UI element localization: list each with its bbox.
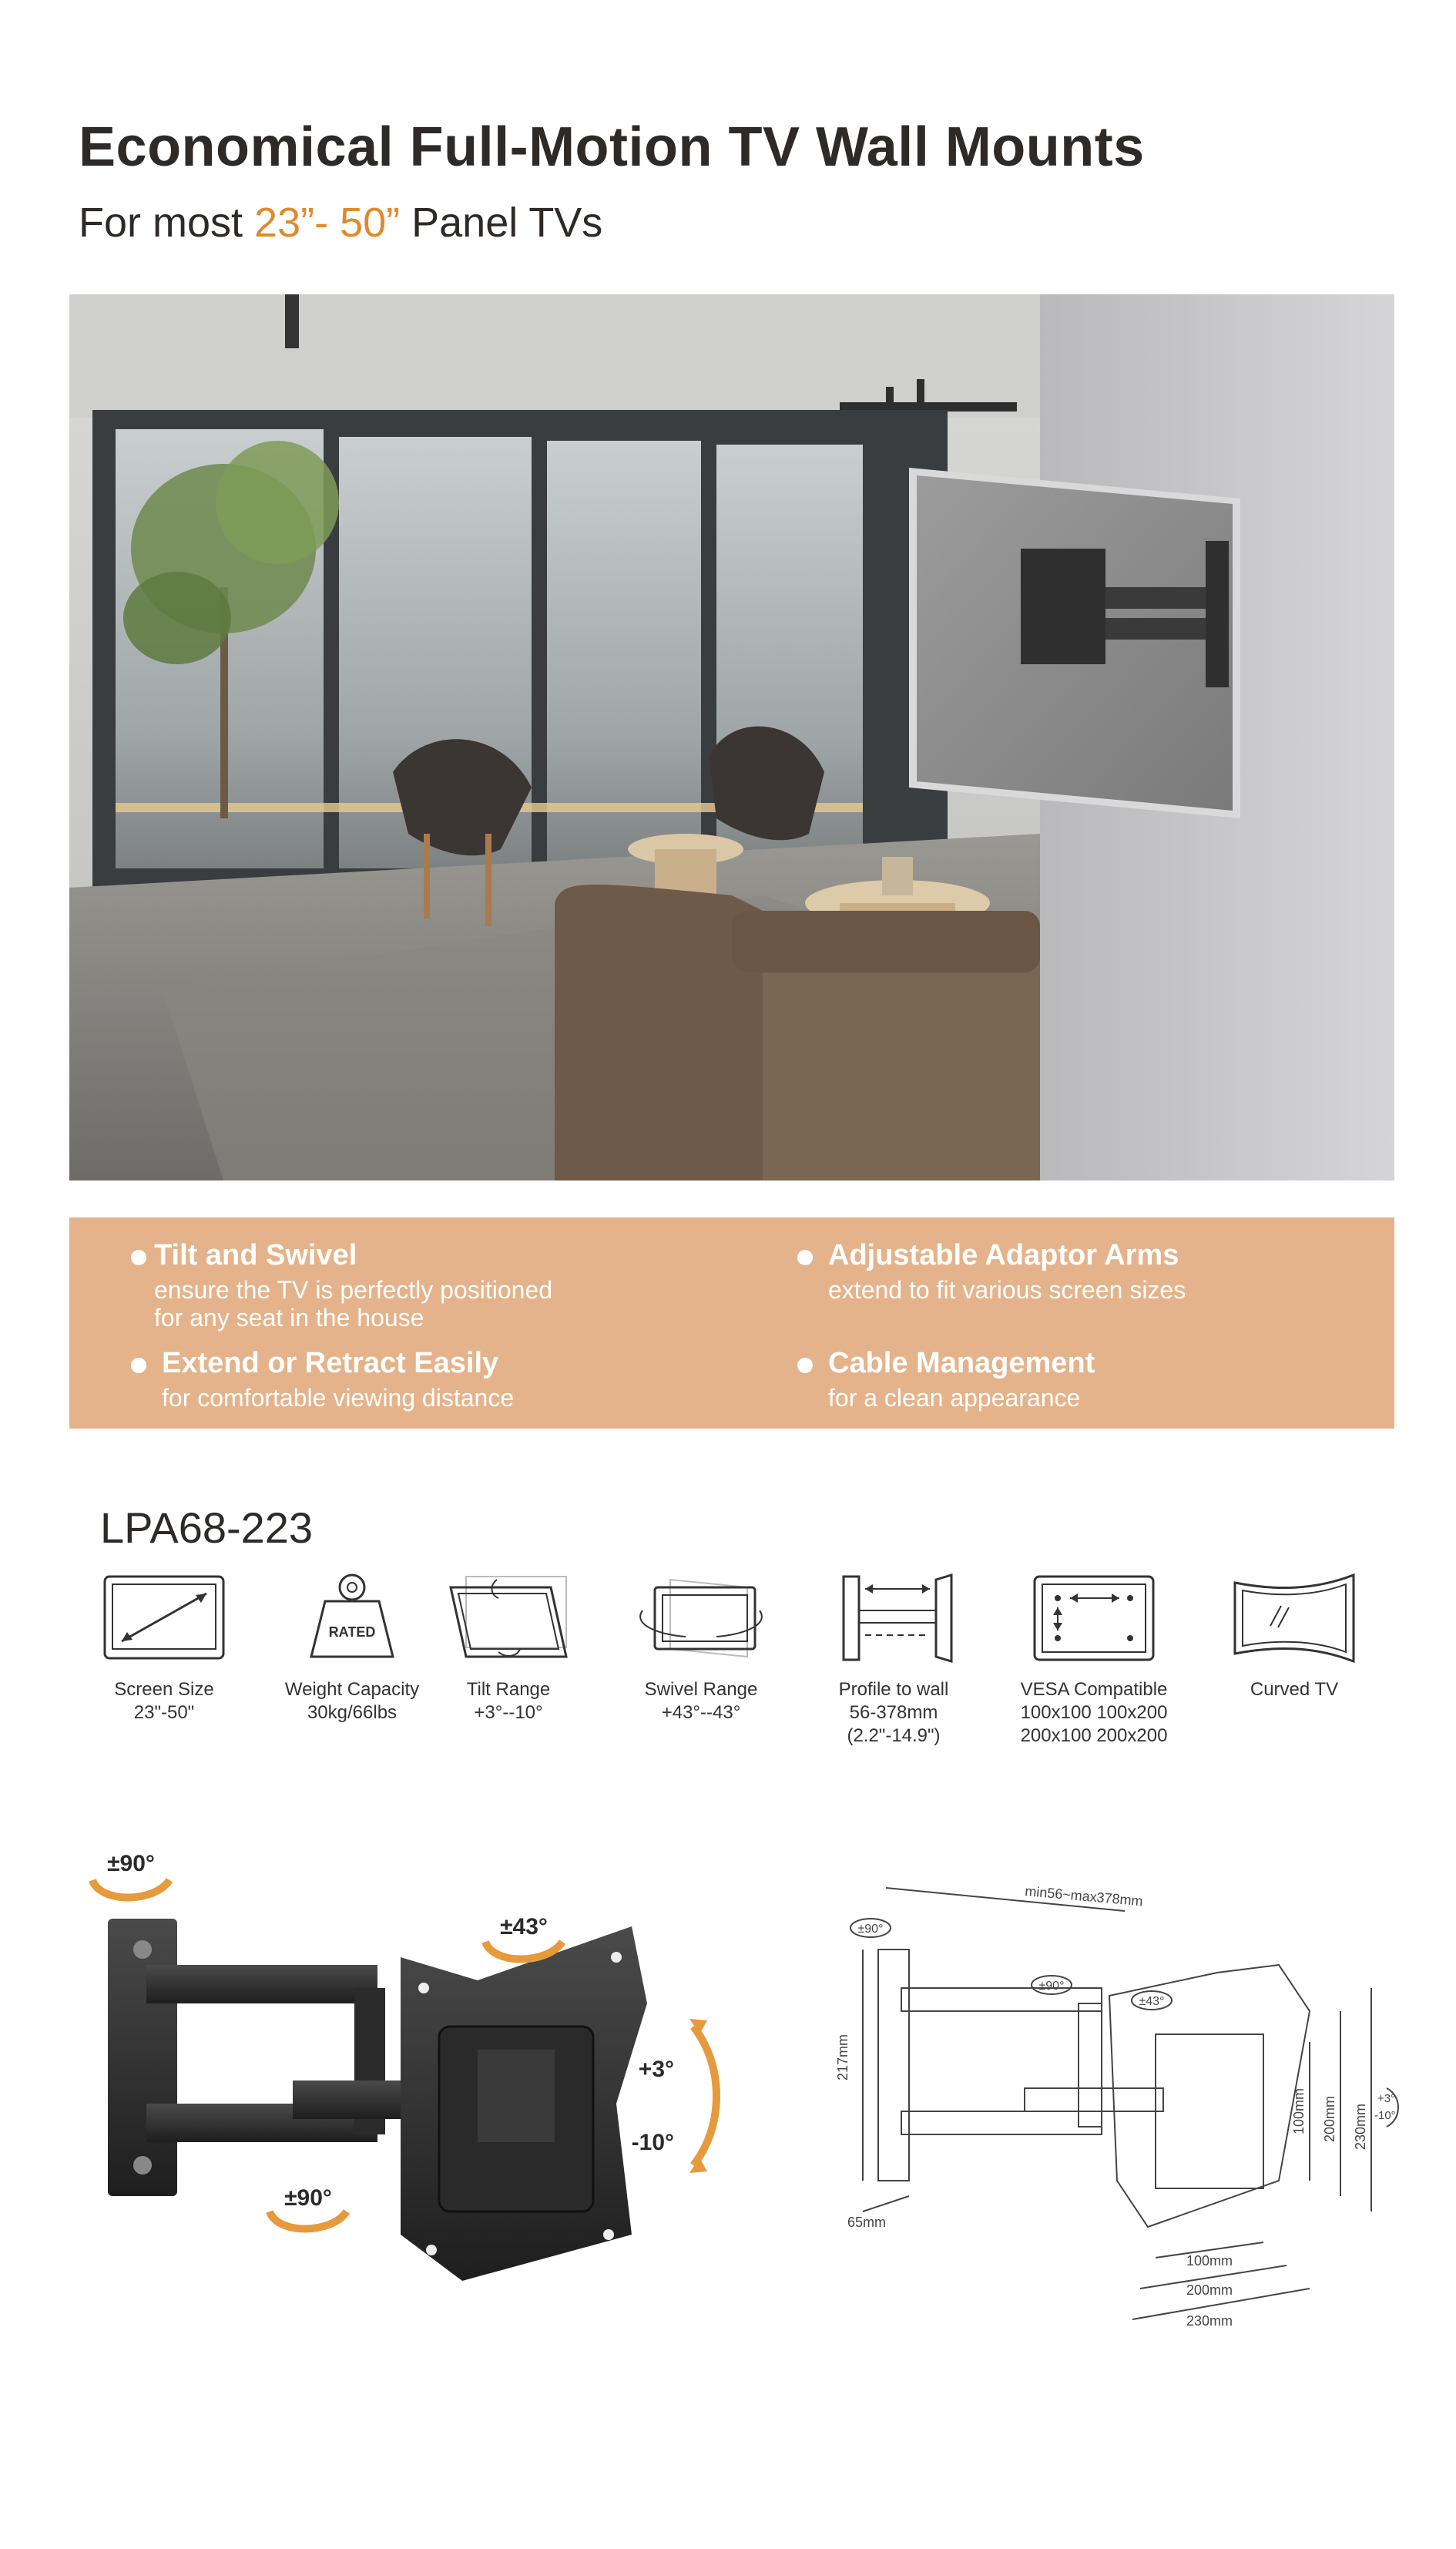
feature-desc-line: for any seat in the house [154, 1304, 424, 1332]
spec-label [1001, 1678, 1186, 1748]
subtitle-prefix: For most [79, 200, 255, 246]
height-label: 217mm [835, 2033, 850, 2081]
bullet-icon [131, 1250, 146, 1265]
h230-label: 230mm [1186, 2313, 1233, 2329]
spec-line: +3°--10° [474, 1702, 543, 1723]
page-title: Economical Full-Motion TV Wall Mounts [79, 116, 1145, 178]
page-subtitle [79, 199, 602, 247]
rotation-arrow-icon [92, 1880, 169, 1898]
bullet-icon [131, 1358, 146, 1373]
arm-rot-label: ±90° [1038, 1980, 1065, 1993]
rotation-arrow-icon [270, 2211, 347, 2229]
living-room-illustration [69, 294, 1394, 1180]
hero-room-photo [69, 294, 1394, 1180]
screen-size-icon [99, 1572, 230, 1664]
spec-label [416, 1678, 601, 1725]
tilt-up-label: +3° [638, 2057, 674, 2082]
rotation-label-bottom: ±90° [284, 2185, 332, 2211]
feature-desc-line: ensure the TV is perfectly positioned [154, 1276, 553, 1304]
spec-line: Curved TV [1250, 1679, 1339, 1700]
spec-line: 23"-50" [133, 1702, 195, 1723]
tilt-range-icon [443, 1572, 574, 1664]
feature-title: Extend or Retract Easily [162, 1347, 499, 1379]
profile-icon [828, 1572, 959, 1664]
curved-tv-icon [1229, 1572, 1360, 1664]
feature-desc: extend to fit various screen sizes [828, 1276, 1186, 1304]
spec-line: VESA Compatible [1020, 1679, 1168, 1700]
spec-screen-size [72, 1572, 257, 1725]
tilt-arrow-icon [693, 2027, 716, 2165]
v230-label: 230mm [1353, 2103, 1368, 2150]
rated-text: RATED [328, 1624, 376, 1640]
spec-line: 100x100 100x200 [1020, 1702, 1168, 1723]
spec-label [1202, 1678, 1387, 1701]
spec-profile-to-wall [801, 1572, 986, 1748]
dimension-drawing [817, 1857, 1402, 2350]
wall-rot-label: ±90° [857, 1923, 884, 1936]
feature-title: Adjustable Adaptor Arms [828, 1239, 1179, 1271]
swivel-label: ±43° [500, 1914, 548, 1939]
wall-mount-illustration [77, 1849, 770, 2373]
rotation-label-top: ±90° [107, 1851, 155, 1876]
bullet-icon [797, 1250, 813, 1265]
v100-label: 100mm [1291, 2087, 1307, 2134]
spec-swivel-range [609, 1572, 793, 1725]
bullet-icon [797, 1358, 813, 1373]
spec-line: 30kg/66lbs [307, 1702, 398, 1723]
spec-line: 200x100 200x200 [1020, 1725, 1168, 1746]
feature-desc: for comfortable viewing distance [162, 1384, 515, 1412]
features-band [69, 1217, 1394, 1429]
depth-label: 65mm [847, 2215, 887, 2230]
spec-label [801, 1678, 986, 1748]
spec-label [609, 1678, 793, 1725]
spec-tilt-range [416, 1572, 601, 1725]
model-number: LPA68-223 [100, 1503, 314, 1552]
swivel-range-icon [632, 1572, 770, 1664]
spec-line: +43°--43° [661, 1702, 741, 1723]
feature-title: Cable Management [828, 1347, 1095, 1379]
spec-label [72, 1678, 257, 1725]
weight-capacity-icon [294, 1572, 410, 1664]
v200-label: 200mm [1322, 2095, 1337, 2142]
vesa-icon [1028, 1572, 1159, 1664]
subtitle-suffix: Panel TVs [400, 200, 603, 246]
spec-vesa [1001, 1572, 1186, 1748]
spec-line: Swivel Range [644, 1679, 758, 1700]
mount-product-photo [77, 1849, 770, 2373]
spec-line: Tilt Range [466, 1679, 551, 1700]
swivel-dim-label: ±43° [1139, 1995, 1165, 2008]
dimension-drawing-svg [817, 1857, 1402, 2350]
spec-line: Screen Size [114, 1679, 214, 1700]
tilt-up-dim-label: +3° [1377, 2092, 1396, 2105]
tilt-down-label: -10° [631, 2130, 674, 2155]
feature-desc [154, 1276, 552, 1332]
subtitle-size-range: 23”- 50” [254, 200, 401, 246]
h200-label: 200mm [1186, 2282, 1233, 2298]
spec-line: (2.2"-14.9") [847, 1725, 941, 1746]
spec-line: Weight Capacity [284, 1679, 420, 1700]
feature-title: Tilt and Swivel [154, 1239, 357, 1271]
spec-curved-tv [1202, 1572, 1387, 1701]
feature-desc: for a clean appearance [828, 1384, 1081, 1412]
range-label: min56~max378mm [1024, 1883, 1144, 1909]
spec-line: 56-378mm [849, 1702, 938, 1723]
tilt-down-dim-label: -10° [1374, 2109, 1396, 2122]
spec-line: Profile to wall [838, 1679, 949, 1700]
h100-label: 100mm [1186, 2253, 1233, 2269]
